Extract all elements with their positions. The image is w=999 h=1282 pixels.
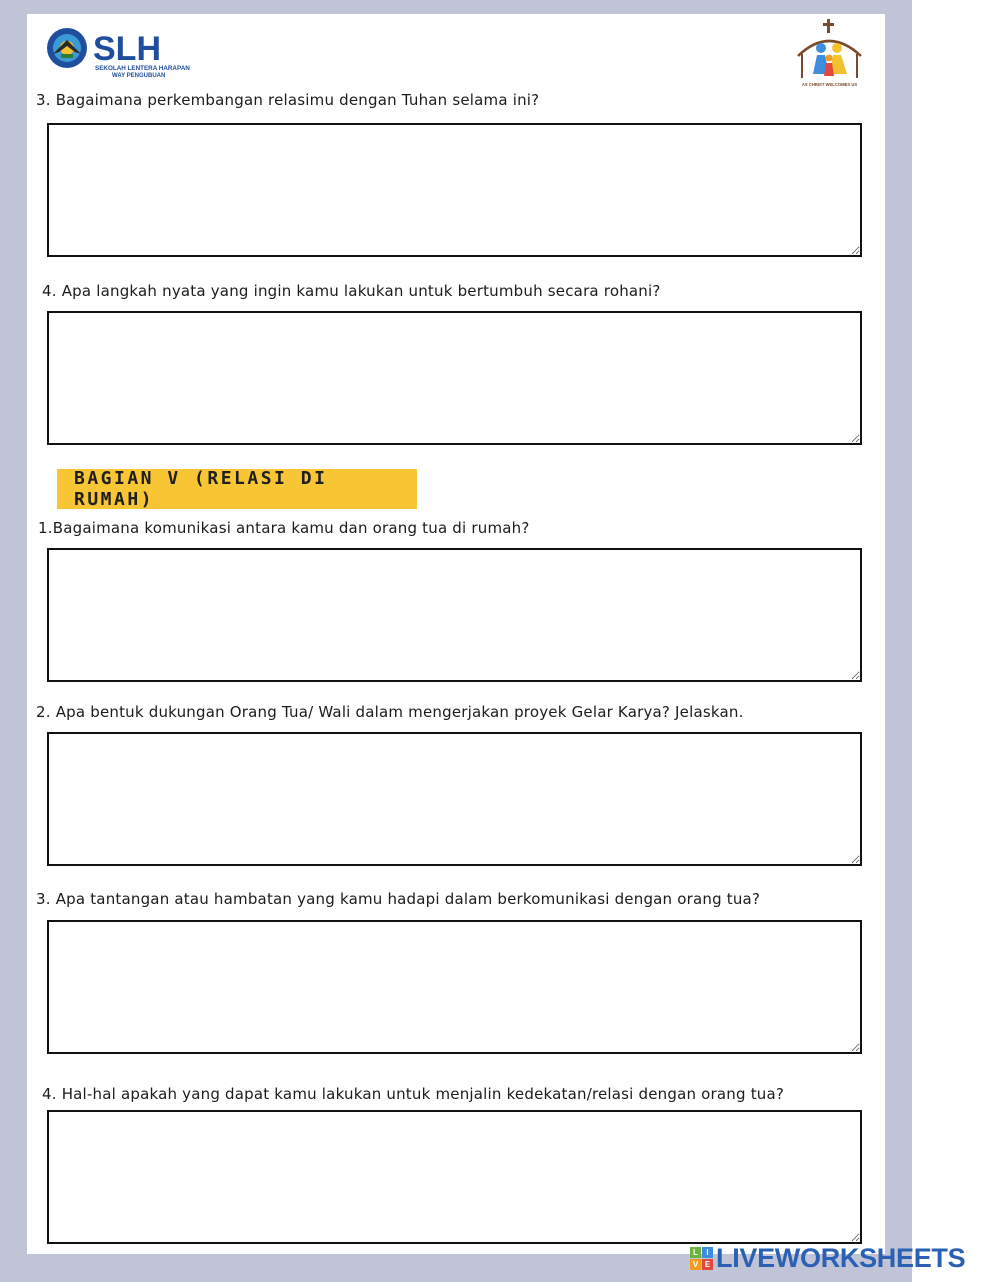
slh-school-logo — [45, 24, 195, 80]
answer-box-q3-tuhan[interactable] — [47, 123, 862, 257]
school-name: SEKOLAH LENTERA HARAPAN — [95, 65, 190, 72]
question-number: 1. — [38, 519, 53, 537]
answer-box-komunikasi[interactable] — [47, 548, 862, 682]
question-label: Bagaimana komunikasi antara kamu dan orang tua di rumah? — [52, 519, 530, 537]
section-question-2-text — [36, 703, 744, 721]
liveworksheets-logo-icon — [690, 1247, 713, 1270]
slh-logo-text: SLH — [93, 30, 161, 68]
logo-tile: L — [690, 1247, 701, 1258]
section-banner — [57, 469, 417, 509]
logo-tile: V — [690, 1259, 701, 1270]
question-label: Apa tantangan atau hambatan yang kamu hadapi dalam berkomunikasi dengan orang tua? — [55, 890, 761, 908]
question-label: Hal-hal apakah yang dapat kamu lakukan untuk menjalin kedekatan/relasi dengan orang tua? — [61, 1085, 785, 1103]
section-question-1-text — [38, 519, 530, 537]
question-label: Apa bentuk dukungan Orang Tua/ Wali dalam mengerjakan proyek Gelar Karya? Jelaskan. — [55, 703, 744, 721]
question-3-text — [36, 91, 539, 109]
liveworksheets-brand[interactable] — [690, 1241, 965, 1275]
question-label: Apa langkah nyata yang ingin kamu lakukan untuk bertumbuh secara rohani? — [61, 282, 661, 300]
church-logo — [792, 18, 867, 90]
page-margin-strip — [912, 0, 999, 1282]
logo-tile: I — [702, 1247, 713, 1258]
answer-box-kedekatan[interactable] — [47, 1110, 862, 1244]
question-number: 2. — [36, 703, 51, 721]
answer-box-q4-rohani[interactable] — [47, 311, 862, 445]
answer-box-dukungan[interactable] — [47, 732, 862, 866]
question-number: 3. — [36, 91, 51, 109]
school-location: WAY PENGUBUAN — [112, 73, 166, 79]
church-logo-caption: AS CHRIST WELCOMES US — [801, 82, 858, 87]
question-number: 3. — [36, 890, 51, 908]
worksheet-page — [27, 14, 885, 1254]
question-number: 4. — [42, 282, 57, 300]
section-title: BAGIAN V (RELASI DI RUMAH) — [74, 468, 328, 510]
answer-box-tantangan[interactable] — [47, 920, 862, 1054]
liveworksheets-wordmark: LIVEWORKSHEETS — [716, 1242, 966, 1273]
question-label: Bagaimana perkembangan relasimu dengan Tuhan selama ini? — [55, 91, 540, 109]
question-number: 4. — [42, 1085, 57, 1103]
section-question-4-text — [42, 1085, 784, 1103]
question-4-text — [42, 282, 661, 300]
section-question-3-text — [36, 890, 760, 908]
logo-tile: E — [702, 1259, 713, 1270]
